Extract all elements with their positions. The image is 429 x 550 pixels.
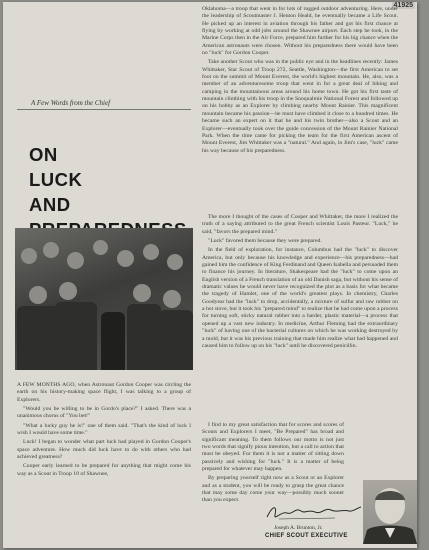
photo-figure (43, 242, 59, 258)
headline-line: LUCK (29, 169, 83, 190)
right-column-top (202, 6, 398, 157)
paragraph: Cooper early learned to be prepared for anything that might come his way as a Scout in Troop 10 of Shawnee, (17, 463, 191, 477)
photo-figure (133, 284, 151, 302)
paragraph: Oklahoma—a troop that went in for lots of rugged outdoor adventuring. Here, under the leadership of Scoutmaster J. Henton Heald, he eventually became a Life Scout. He picked up an interest in aviation through his father and got his first chance at flying by working at odd jobs around the Shawnee airport. Each step he took, in the Marine Corps then in the Air Force, prepared him further for his big chance when the American astronauts were chosen. Without his preparedness there would have been no "luck" for Gordon Cooper. (202, 6, 398, 57)
paragraph: "What a lucky guy he is!" one of them said. "That's the kind of luck I wish I would have some time." (17, 422, 191, 437)
paragraph: "Luck" favored them because they were prepared. (208, 238, 322, 245)
corner-tag: 41925 (393, 2, 413, 9)
paragraph: I find to my great satisfaction that for scores and scores of Scouts and Explorers I meet, "Be Prepared" has broad and significant meaning. To them follows our motto is not just two words that signify pious intention, but a call to action that must be obeyed. For them it is not a matter of sitting down passively and wishing for "luck." It is a matter of being prepared for whatever may happen. (202, 422, 344, 473)
photo-figure (143, 244, 159, 260)
paragraph: Take another Scout who was in the public eye and in the headlines recently: James Whittaker, Star Scout of Troop 272, Seattle, Washington—the first American to set foot on the summit of Mount Everest, the world's highest mountain. He, also, was a member of an adventuresome troop that went in for a great deal of hiking and camping in the mountainous areas around his home town. He got his first taste of mountain climbing with his troop in the Snoqualmie National Forest and followed up on his hobby as an Explorer by climbing nearby Mount Rainier. This magnificent mountain became his passion—he must have climbed it close to a hundred times. He became such an expert on it that he and his twin brother—also a Scout and an Explorer—eventually took over the guide concession of the Mount Rainier National Park. When the time came for picking the team for the first American ascent of Mount Everest, Jim Whittaker was a "natural." And again, in Jim's case, "luck" came his way because of his preparedness. (202, 59, 398, 154)
paragraph: Luck! I began to wonder what part luck had played in Gordon Cooper's space adventure. How much did luck have to do with others who had achieved greatness? (17, 439, 191, 461)
photo-figure (55, 302, 97, 370)
photo-figure (127, 304, 161, 370)
photo-figure (67, 252, 84, 269)
photo-figure (21, 248, 37, 264)
headline (29, 142, 199, 242)
photo-figure (159, 310, 193, 370)
right-column-mid (202, 214, 398, 352)
signatory-title: CHIEF SCOUT EXECUTIVE (265, 533, 348, 539)
photo-figure (101, 312, 125, 370)
photo-figure (167, 254, 183, 270)
paragraph: "Would you be willing to be in Gordo's place?" I asked. There was a unanimous chorus of "You bet!" (17, 406, 191, 420)
left-column (17, 382, 191, 480)
headline-line: AND (29, 194, 71, 215)
paragraph: A FEW MONTHS AGO, when Astronaut Gordon Cooper was circling the earth on his history-making space flight, I was talking to a group of Explorers. (17, 382, 191, 403)
divider (17, 109, 191, 110)
kicker: A Few Words from the Chief (31, 99, 111, 107)
paragraph: The more I thought of the cases of Cooper and Whittaker, the more I realized the truth of a saying attributed to the great French scientist Louis Pasteur. "Luck," he said, "favors the prepared mind." (202, 214, 398, 235)
paragraph: By preparing yourself right now as a Scout or an Explorer and as a student, you will be ready to grasp the great chance that may some day come your way—possibly much sooner than you expect. (202, 475, 344, 504)
right-column-bottom (202, 422, 344, 507)
group-photo (15, 228, 193, 370)
signature-icon (265, 501, 363, 523)
signatory-name: Joseph A. Brunton, Jr. (274, 525, 323, 531)
photo-figure (163, 290, 181, 308)
headline-line: ON (29, 144, 58, 165)
photo-figure (29, 286, 47, 304)
magazine-page (3, 2, 417, 548)
photo-figure (93, 240, 108, 255)
paragraph: In the field of exploration, for instance, Columbus had the "luck" to discover America, but only because his knowledge and experience—his preparedness—had gained him the confidence of King Ferdinand and Queen Isabella and persuaded them to finance his journey. In literature, Shakespeare had the "luck" to come upon an English version of a French translation of an old Danish saga, but without his sense of dramatic values he would never have recognized the plot as a basis for what became the tragedy of Hamlet, one of the world's greatest plays. In chemistry, Charles Goodyear had the "luck" to drop, accidentally, a mixture of sulfur and raw rubber on a hot stove, but it took his "prepared mind" to realize that he had come upon a process for turning soft, sticky natural rubber into a harder, plastic material—a process that opened up a vast new industry. In medicine, Arthur Fleming had the extraordinary "luck" of having one of the bacterial cultures on which he was working destroyed by a mold, but it was his previous training that made him realize what had happened and caused him to follow up on his "luck" until he discovered penicillin. (202, 247, 398, 349)
photo-figure (117, 250, 134, 267)
portrait-photo (363, 480, 417, 544)
photo-figure (59, 282, 77, 300)
portrait-figure (363, 480, 417, 544)
